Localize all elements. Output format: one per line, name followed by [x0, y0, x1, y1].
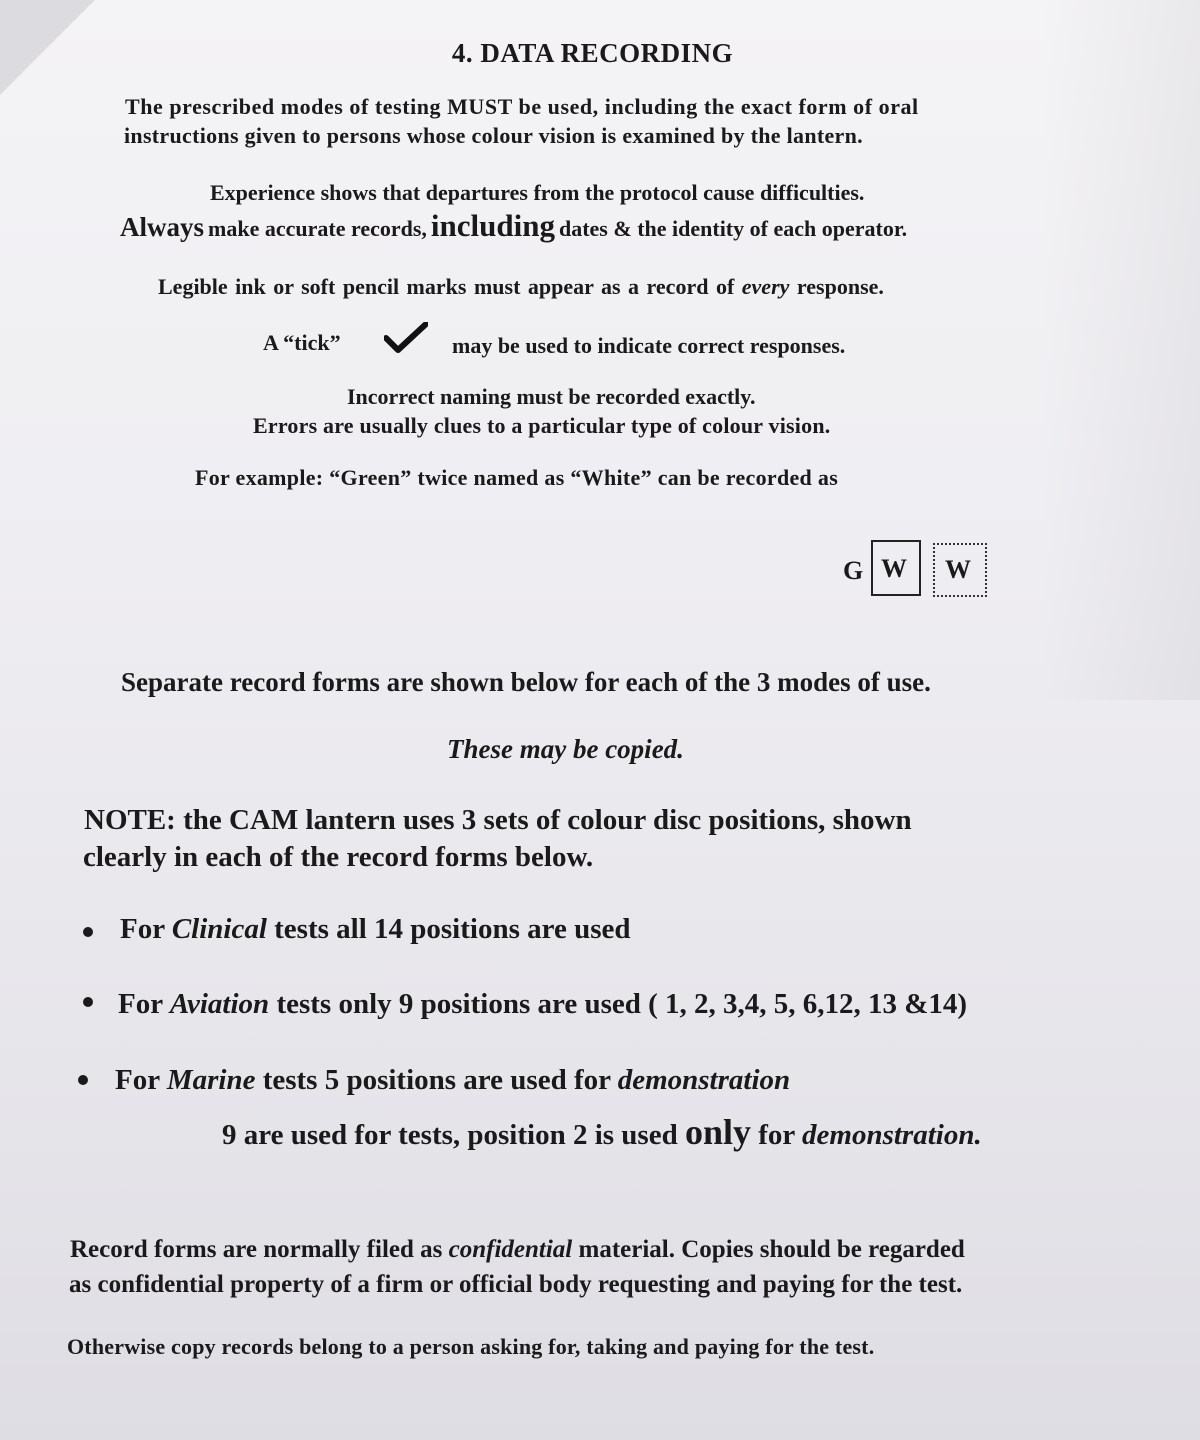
incorrect-line-2: Errors are usually clues to a particular type of colour vision. — [253, 413, 831, 438]
note-line-1: NOTE: the CAM lantern uses 3 sets of colour disc positions, shown — [84, 804, 912, 836]
marine-pre: For — [115, 1064, 160, 1096]
page-title: 4. DATA RECORDING — [451, 38, 734, 68]
note-line-2: clearly in each of the record forms below. — [83, 841, 594, 873]
bullet-aviation — [118, 988, 967, 1021]
confidential-a: Record forms are normally filed as — [70, 1236, 443, 1263]
bullet-icon — [83, 997, 93, 1007]
legible-every: every — [741, 274, 790, 299]
records-line — [120, 208, 907, 244]
intro-line-1: The prescribed modes of testing MUST be used, including the exact form of oral — [125, 94, 919, 119]
confidential-word: confidential — [448, 1236, 573, 1263]
marine-mode: Marine — [166, 1064, 256, 1096]
legible-before: Legible ink or soft pencil marks must appear as a record of — [158, 274, 735, 299]
legible-line — [158, 274, 884, 299]
marine-only: only — [684, 1112, 751, 1152]
page-shadow — [1040, 0, 1200, 700]
aviation-mode: Aviation — [169, 988, 270, 1020]
otherwise-text: Otherwise copy records belong to a person asking for, taking and paying for the test. — [67, 1334, 875, 1359]
separate-forms-text: Separate record forms are shown below for each of the 3 modes of use. — [121, 667, 931, 697]
intro-line-2: instructions given to persons whose colour vision is examined by the lantern. — [124, 123, 863, 148]
tick-label: A “tick” — [263, 330, 341, 355]
clinical-mode: Clinical — [171, 913, 267, 945]
example-box-2-letter: W — [945, 555, 971, 584]
marine-line-2 — [222, 1112, 982, 1153]
records-always: Always — [120, 212, 205, 242]
copied-text — [447, 734, 684, 765]
bullet-icon — [83, 927, 93, 937]
experience-text: Experience shows that departures from the protocol cause difficulties. — [210, 180, 865, 205]
bullet-icon — [78, 1075, 88, 1085]
checkmark-icon — [384, 322, 428, 354]
marine-line2-b: for — [758, 1119, 795, 1151]
marine-post: tests 5 positions are used for — [262, 1064, 611, 1096]
incorrect-line-1: Incorrect naming must be recorded exactly. — [347, 384, 756, 409]
legible-after: response. — [796, 274, 884, 299]
example-text: For example: “Green” twice named as “White” can be recorded as — [195, 465, 839, 490]
copied-italic: These may be copied. — [447, 734, 684, 764]
bullet-clinical — [120, 913, 631, 946]
aviation-post: tests only 9 positions are used ( 1, 2, 3,4, 5, 6,12, 13 &14) — [276, 988, 968, 1020]
bullet-marine — [115, 1064, 790, 1097]
example-letter-g: G — [843, 556, 864, 585]
marine-line2-a: 9 are used for tests, position 2 is used — [222, 1119, 678, 1151]
tick-description: may be used to indicate correct responses. — [452, 333, 846, 358]
aviation-pre: For — [118, 988, 163, 1020]
clinical-pre: For — [120, 913, 165, 945]
marine-line2-demo: demonstration. — [802, 1119, 982, 1151]
marine-demo: demonstration — [617, 1064, 791, 1096]
clinical-post: tests all 14 positions are used — [274, 913, 631, 945]
records-rest: dates & the identity of each operator. — [558, 216, 908, 241]
records-make-accurate: make accurate records, — [208, 216, 427, 241]
example-box-1-letter: W — [881, 554, 907, 583]
records-including: including — [430, 208, 555, 243]
confidential-line-2: as confidential property of a firm or official body requesting and paying for the test. — [69, 1271, 963, 1298]
confidential-b: material. Copies should be regarded — [578, 1236, 965, 1263]
confidential-line-1 — [70, 1236, 965, 1265]
